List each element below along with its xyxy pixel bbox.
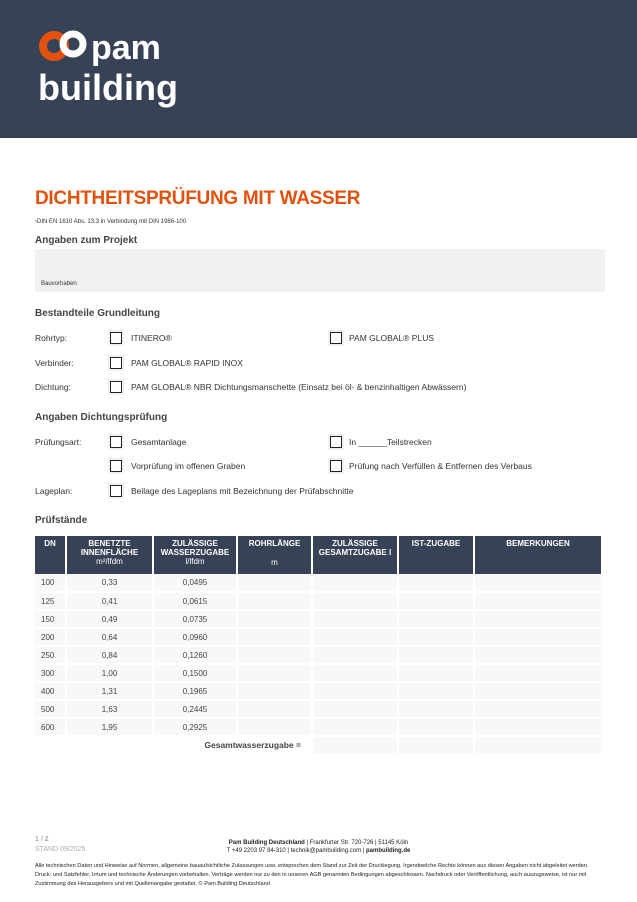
input-cell[interactable] <box>398 592 474 610</box>
option-rapid-inox: PAM GLOBAL® RAPID INOX <box>131 358 243 368</box>
verbinder-label: Verbinder: <box>35 358 74 368</box>
section-grundleitung-heading: Bestandteile Grundleitung <box>35 308 161 319</box>
input-cell[interactable] <box>312 610 398 628</box>
table-cell: 0,1965 <box>153 682 237 700</box>
logo-rings-icon <box>38 30 188 110</box>
svg-text:pam: pam <box>91 30 161 67</box>
company-address <box>0 840 637 846</box>
header-band <box>0 0 637 138</box>
contact-text: T +49 2203 97 84-310 | technik@pambuilding.com | <box>226 848 366 854</box>
section-projekt-heading: Angaben zum Projekt <box>35 235 138 246</box>
total-input-cell[interactable] <box>474 736 602 754</box>
input-cell[interactable] <box>237 664 312 682</box>
document-title: DICHTHEITSPRÜFUNG MIT WASSER <box>35 188 361 209</box>
input-cell[interactable] <box>237 646 312 664</box>
column-title: BENETZTE INNENFLÄCHE <box>80 539 139 557</box>
option-nbr: PAM GLOBAL® NBR Dichtungsmanschette (Einsatz bei öl- & benzinhaltigen Abwässern) <box>131 382 467 392</box>
checkbox-nach-verfuellen[interactable] <box>328 458 344 474</box>
table-cell: 0,2925 <box>153 718 237 736</box>
input-cell[interactable] <box>237 628 312 646</box>
column-unit: m <box>271 558 278 567</box>
input-cell[interactable] <box>312 700 398 718</box>
column-header <box>312 536 398 574</box>
column-title: BEMERKUNGEN <box>506 539 570 548</box>
input-cell[interactable] <box>312 664 398 682</box>
input-cell[interactable] <box>474 682 602 700</box>
bauvorhaben-label: Bauvorhaben <box>41 281 77 287</box>
checkbox-lageplan[interactable] <box>108 483 124 499</box>
input-cell[interactable] <box>237 700 312 718</box>
table-row <box>35 574 602 592</box>
table-cell: 100 <box>35 574 66 592</box>
table-cell: 0,41 <box>66 592 153 610</box>
company-name: Pam Building Deutschland <box>228 840 305 846</box>
pruefstaende-table <box>35 536 603 755</box>
table-cell: 1,95 <box>66 718 153 736</box>
input-cell[interactable] <box>237 718 312 736</box>
table-cell: 500 <box>35 700 66 718</box>
column-unit: m²/lfdm <box>96 557 123 566</box>
table-cell: 0,0615 <box>153 592 237 610</box>
table-row <box>35 610 602 628</box>
input-cell[interactable] <box>312 574 398 592</box>
table-cell: 0,0495 <box>153 574 237 592</box>
option-itinero: ITINERO® <box>131 333 172 343</box>
input-cell[interactable] <box>474 718 602 736</box>
input-cell[interactable] <box>398 718 474 736</box>
table-cell: 600 <box>35 718 66 736</box>
table-cell: 1,31 <box>66 682 153 700</box>
column-header <box>153 536 237 574</box>
column-title: DN <box>44 539 56 548</box>
bauvorhaben-field[interactable] <box>35 249 605 292</box>
input-cell[interactable] <box>312 718 398 736</box>
column-title: IST-ZUGABE <box>411 539 461 548</box>
table-cell: 150 <box>35 610 66 628</box>
table-cell: 1,63 <box>66 700 153 718</box>
table-cell: 200 <box>35 628 66 646</box>
total-input-cell[interactable] <box>398 736 474 754</box>
column-header <box>474 536 602 574</box>
table-row <box>35 700 602 718</box>
table-cell: 0,0960 <box>153 628 237 646</box>
input-cell[interactable] <box>237 592 312 610</box>
lageplan-label: Lageplan: <box>35 486 73 496</box>
company-street: | Frankfurter Str. 720-726 | 51145 Köln <box>304 840 409 846</box>
company-contact <box>0 848 637 854</box>
table-row <box>35 682 602 700</box>
option-nach-verfuellen: Prüfung nach Verfüllen & Entfernen des Verbaus <box>349 461 532 471</box>
checkbox-pam-global-plus[interactable] <box>328 330 344 346</box>
checkbox-nbr[interactable] <box>108 379 124 395</box>
table-cell: 250 <box>35 646 66 664</box>
section-pruefstaende-heading: Prüfstände <box>35 515 88 526</box>
dichtung-label: Dichtung: <box>35 382 71 392</box>
input-cell[interactable] <box>474 628 602 646</box>
input-cell[interactable] <box>474 646 602 664</box>
website-link[interactable]: pambuilding.de <box>366 848 411 854</box>
table-cell: 0,1260 <box>153 646 237 664</box>
checkbox-vorpruefung[interactable] <box>108 458 124 474</box>
input-cell[interactable] <box>398 628 474 646</box>
input-cell[interactable] <box>474 592 602 610</box>
table-cell: 125 <box>35 592 66 610</box>
table-row <box>35 592 602 610</box>
input-cell[interactable] <box>398 574 474 592</box>
total-input-cell[interactable] <box>312 736 398 754</box>
column-header <box>237 536 312 574</box>
option-teilstrecken: In ______Teilstrecken <box>349 437 432 447</box>
column-header <box>35 536 66 574</box>
input-cell[interactable] <box>237 682 312 700</box>
table-cell: 0,64 <box>66 628 153 646</box>
norm-reference: ›DIN EN 1610 Abs. 13.3 in Verbindung mit DIN 1986-100 <box>35 219 187 225</box>
stand-date: STAND 09/2025 <box>35 846 86 853</box>
table-cell: 300 <box>35 664 66 682</box>
input-cell[interactable] <box>474 664 602 682</box>
checkbox-rapid-inox[interactable] <box>108 355 124 371</box>
input-cell[interactable] <box>474 574 602 592</box>
input-cell[interactable] <box>398 682 474 700</box>
pam-building-logo <box>38 30 188 110</box>
input-cell[interactable] <box>312 682 398 700</box>
column-title: ZULÄSSIGE GESAMTZUGABE l <box>318 539 392 557</box>
page-number: 1 / 2 <box>35 836 49 843</box>
pruefungsart-label: Prüfungsart: <box>35 437 82 447</box>
table-cell: 0,84 <box>66 646 153 664</box>
checkbox-itinero[interactable] <box>108 330 124 346</box>
table-cell: 400 <box>35 682 66 700</box>
input-cell[interactable] <box>474 610 602 628</box>
checkbox-gesamtanlage[interactable] <box>108 434 124 450</box>
column-title: ZULÄSSIGE WASSERZUGABE <box>160 539 230 557</box>
table-cell: 0,49 <box>66 610 153 628</box>
option-pam-global-plus: PAM GLOBAL® PLUS <box>349 333 434 343</box>
input-cell[interactable] <box>398 664 474 682</box>
option-vorpruefung: Vorprüfung im offenen Graben <box>131 461 246 471</box>
input-cell[interactable] <box>237 610 312 628</box>
checkbox-teilstrecken[interactable] <box>328 434 344 450</box>
column-header <box>398 536 474 574</box>
input-cell[interactable] <box>312 646 398 664</box>
input-cell[interactable] <box>398 610 474 628</box>
svg-text:building: building <box>38 67 178 108</box>
rohrtyp-label: Rohrtyp: <box>35 333 68 343</box>
option-gesamtanlage: Gesamtanlage <box>131 437 187 447</box>
column-title: ROHRLÄNGE <box>248 539 301 548</box>
table-row <box>35 628 602 646</box>
table-cell: 0,33 <box>66 574 153 592</box>
section-pruefung-heading: Angaben Dichtungsprüfung <box>35 412 168 423</box>
legal-disclaimer: Alle technischen Daten und Hinweise auf Normen, allgemeine bauaufsichtliche Zulassungen usw. entsprechen dem Stand zur Zeit der Drucklegung. Irgendwelche Rechte können aus diesen Angaben nicht abgeleitet werden. Druck- und Satzfehler, Irrtum und technische Änderungen vorbehalten. Verträge werden nur zu den in unseren AGB genannten Bedingungen abgeschlossen. Nachdruck oder Veröffentlichung, auch auszugsweise, ist nur mit Zustimmung des Herausgebers und mit Quellenangabe gestattet. © Pam Building Deutschland <box>35 863 589 887</box>
table-row <box>35 646 602 664</box>
table-cell: 0,1500 <box>153 664 237 682</box>
input-cell[interactable] <box>312 592 398 610</box>
table-row <box>35 718 602 736</box>
column-unit: l/lfdm <box>185 557 205 566</box>
input-cell[interactable] <box>398 700 474 718</box>
input-cell[interactable] <box>398 646 474 664</box>
option-lageplan: Beilage des Lageplans mit Bezeichnung der Prüfabschnitte <box>131 486 354 496</box>
total-row <box>35 736 602 754</box>
table-cell: 0,0735 <box>153 610 237 628</box>
total-label: Gesamtwasserzugabe = <box>35 736 312 754</box>
input-cell[interactable] <box>312 628 398 646</box>
table-row <box>35 664 602 682</box>
table-cell: 1,00 <box>66 664 153 682</box>
input-cell[interactable] <box>474 700 602 718</box>
table-cell: 0,2445 <box>153 700 237 718</box>
input-cell[interactable] <box>237 574 312 592</box>
column-header <box>66 536 153 574</box>
